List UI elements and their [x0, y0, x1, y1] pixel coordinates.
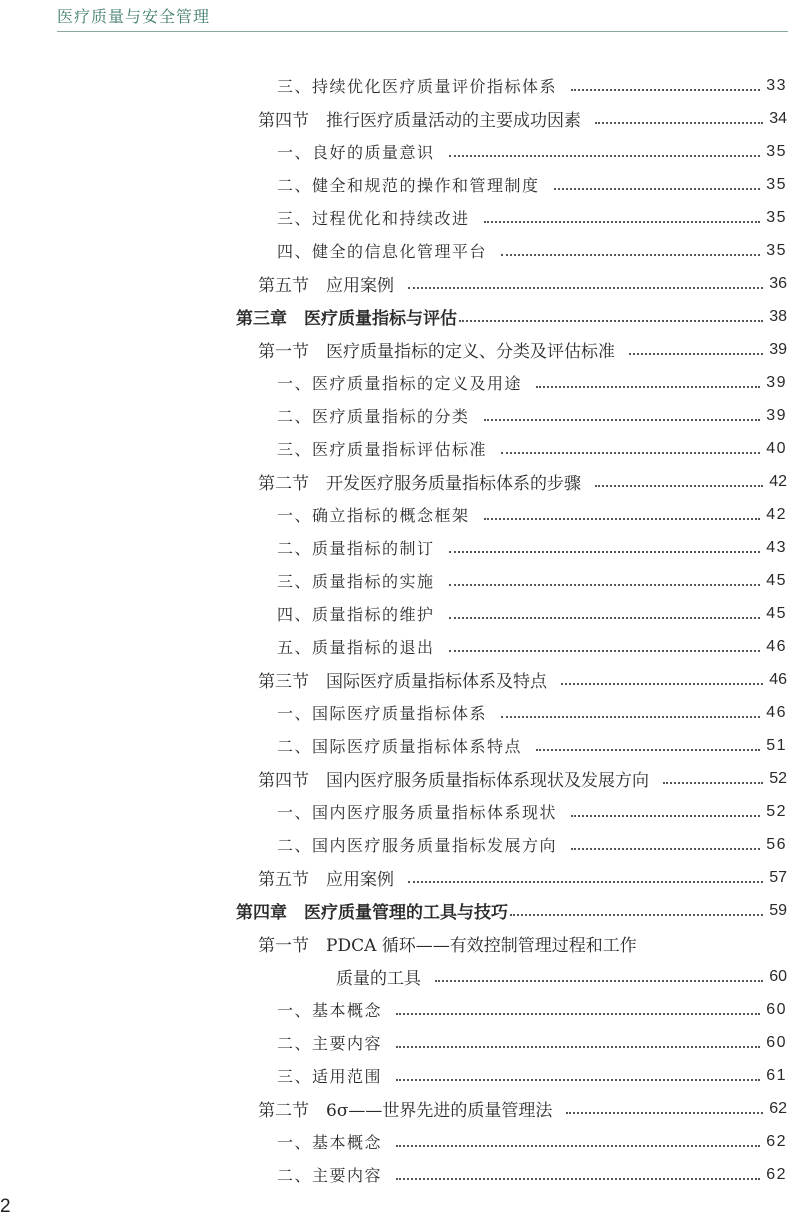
dot-leader [501, 716, 760, 718]
dot-leader [449, 650, 761, 652]
toc-entry-title: 质量的工具 [336, 969, 421, 989]
toc-entry-title: 二、主要内容 [277, 1034, 383, 1053]
dot-leader [595, 485, 763, 487]
toc-entry-item[interactable] [0, 828, 787, 861]
toc-entry-title: 一、国内医疗服务质量指标体系现状 [277, 803, 558, 822]
toc-entry-section[interactable] [0, 861, 787, 894]
toc-entry-title: 二、国际医疗质量指标体系特点 [277, 737, 523, 756]
dot-leader [484, 518, 761, 520]
toc-entry-title: 第一节 医疗质量指标的定义、分类及评估标准 [258, 342, 615, 362]
dot-leader [536, 749, 760, 751]
toc-entry-title: 一、良好的质量意识 [277, 143, 435, 162]
toc-entry-item[interactable] [0, 1125, 787, 1158]
toc-entry-section[interactable] [0, 333, 787, 366]
toc-entry-item[interactable] [0, 696, 787, 729]
toc-entry-page: 35 [766, 175, 787, 193]
toc-entry-title: 三、质量指标的实施 [277, 572, 435, 591]
toc-entry-title: 第一节 PDCA 循环——有效控制管理过程和工作 [258, 936, 637, 956]
toc-entry-title: 五、质量指标的退出 [277, 638, 435, 657]
toc-entry-section[interactable] [0, 267, 787, 300]
header-rule [57, 31, 788, 32]
toc-entry-title: 第三节 国际医疗质量指标体系及特点 [258, 672, 547, 692]
toc-entry-title: 一、基本概念 [277, 1001, 383, 1020]
toc-entry-item[interactable] [0, 1026, 787, 1059]
dot-leader [396, 1178, 760, 1180]
toc-entry-page: 52 [769, 769, 787, 787]
dot-leader [396, 1013, 760, 1015]
toc-entry-title: 三、持续优化医疗质量评价指标体系 [277, 77, 558, 96]
dot-leader [595, 122, 763, 124]
dot-leader [571, 815, 760, 817]
toc-entry-item[interactable] [0, 597, 787, 630]
toc-entry-page: 45 [766, 571, 787, 589]
dot-leader [566, 1112, 763, 1114]
toc-entry-title: 第二节 6σ——世界先进的质量管理法 [258, 1101, 553, 1121]
dot-leader [484, 221, 761, 223]
dot-leader [554, 188, 761, 190]
toc-entry-page: 33 [766, 76, 787, 94]
toc-entry-page: 39 [766, 373, 787, 391]
toc-entry-page: 42 [766, 505, 787, 523]
dot-leader [449, 551, 761, 553]
toc-entry-title: 第二节 开发医疗服务质量指标体系的步骤 [258, 474, 581, 494]
dot-leader [396, 1145, 760, 1147]
dot-leader [663, 782, 763, 784]
toc-entry-section[interactable] [0, 927, 787, 960]
toc-entry-page: 61 [766, 1066, 787, 1084]
toc-entry-item[interactable] [0, 993, 787, 1026]
toc-entry-page: 38 [769, 307, 787, 325]
toc-entry-item[interactable] [0, 1059, 787, 1092]
toc-entry-section[interactable] [0, 1092, 787, 1125]
toc-entry-item[interactable] [0, 399, 787, 432]
page-number: 2 [0, 1196, 11, 1217]
toc-entry-title: 四、质量指标的维护 [277, 605, 435, 624]
toc-entry-page: 60 [769, 967, 787, 985]
toc-entry-page: 62 [766, 1132, 787, 1150]
toc-entry-page: 51 [766, 736, 787, 754]
toc-entry-page: 40 [766, 439, 787, 457]
toc-entry-page: 57 [769, 868, 787, 886]
toc-entry-chapter[interactable] [0, 300, 787, 333]
dot-leader [501, 452, 760, 454]
toc-entry-title: 二、医疗质量指标的分类 [277, 407, 470, 426]
dot-leader [510, 914, 763, 916]
toc-entry-page: 35 [766, 241, 787, 259]
table-of-contents [0, 69, 800, 1191]
toc-entry-page: 62 [769, 1099, 787, 1117]
toc-entry-page: 59 [769, 901, 787, 919]
dot-leader [449, 584, 761, 586]
dot-leader [435, 980, 763, 982]
toc-entry-item[interactable] [0, 795, 787, 828]
toc-entry-title: 第三章 医疗质量指标与评估 [236, 309, 457, 329]
toc-entry-section[interactable] [0, 762, 787, 795]
toc-entry-item[interactable] [0, 432, 787, 465]
toc-entry-title: 一、确立指标的概念框架 [277, 506, 470, 525]
toc-entry-continued[interactable] [0, 960, 787, 993]
toc-entry-section[interactable] [0, 663, 787, 696]
dot-leader [484, 419, 761, 421]
toc-entry-title: 二、质量指标的制订 [277, 539, 435, 558]
toc-entry-page: 60 [766, 1033, 787, 1051]
toc-entry-item[interactable] [0, 630, 787, 663]
toc-entry-title: 一、基本概念 [277, 1133, 383, 1152]
toc-entry-title: 三、医疗质量指标评估标准 [277, 440, 488, 459]
toc-entry-title: 第五节 应用案例 [258, 870, 394, 890]
toc-entry-title: 二、主要内容 [277, 1166, 383, 1185]
dot-leader [536, 386, 760, 388]
toc-entry-item[interactable] [0, 1158, 787, 1191]
toc-entry-page: 39 [769, 340, 787, 358]
toc-entry-item[interactable] [0, 135, 787, 168]
toc-entry-page: 42 [769, 472, 787, 490]
toc-entry-title: 一、医疗质量指标的定义及用途 [277, 374, 523, 393]
toc-entry-page: 34 [769, 109, 787, 127]
toc-entry-item[interactable] [0, 201, 787, 234]
toc-entry-title: 三、过程优化和持续改进 [277, 209, 470, 228]
dot-leader [459, 320, 763, 322]
dot-leader [561, 683, 763, 685]
toc-entry-page: 35 [766, 208, 787, 226]
toc-entry-item[interactable] [0, 234, 787, 267]
toc-entry-title: 第四节 国内医疗服务质量指标体系现状及发展方向 [258, 771, 649, 791]
toc-entry-title: 一、国际医疗质量指标体系 [277, 704, 488, 723]
dot-leader [408, 287, 763, 289]
dot-leader [501, 254, 760, 256]
toc-entry-page: 62 [766, 1165, 787, 1183]
toc-entry-title: 第四节 推行医疗质量活动的主要成功因素 [258, 111, 581, 131]
toc-entry-title: 四、健全的信息化管理平台 [277, 242, 488, 261]
toc-entry-title: 二、健全和规范的操作和管理制度 [277, 176, 540, 195]
toc-entry-page: 35 [766, 142, 787, 160]
toc-entry-title: 第五节 应用案例 [258, 276, 394, 296]
toc-entry-page: 36 [769, 274, 787, 292]
toc-entry-section[interactable] [0, 465, 787, 498]
toc-entry-page: 46 [769, 670, 787, 688]
toc-entry-page: 52 [766, 802, 787, 820]
toc-entry-page: 56 [766, 835, 787, 853]
toc-entry-item[interactable] [0, 729, 787, 762]
toc-entry-item[interactable] [0, 564, 787, 597]
toc-entry-page: 46 [766, 703, 787, 721]
dot-leader [571, 89, 760, 91]
dot-leader [449, 617, 761, 619]
toc-entry-section[interactable] [0, 102, 787, 135]
dot-leader [396, 1079, 760, 1081]
toc-entry-page: 46 [766, 637, 787, 655]
toc-entry-chapter[interactable] [0, 894, 787, 927]
dot-leader [629, 353, 763, 355]
toc-entry-page: 45 [766, 604, 787, 622]
toc-entry-item[interactable] [0, 366, 787, 399]
toc-entry-page: 60 [766, 1000, 787, 1018]
toc-entry-page: 43 [766, 538, 787, 556]
dot-leader [408, 881, 763, 883]
toc-entry-page: 39 [766, 406, 787, 424]
dot-leader [449, 155, 761, 157]
dot-leader [396, 1046, 760, 1048]
running-header: 医疗质量与安全管理 [57, 7, 211, 26]
toc-entry-item[interactable] [0, 69, 787, 102]
toc-entry-title: 第四章 医疗质量管理的工具与技巧 [236, 903, 508, 923]
dot-leader [571, 848, 760, 850]
toc-entry-item[interactable] [0, 531, 787, 564]
toc-entry-title: 二、国内医疗服务质量指标发展方向 [277, 836, 558, 855]
toc-entry-title: 三、适用范围 [277, 1067, 383, 1086]
toc-entry-item[interactable] [0, 168, 787, 201]
toc-entry-item[interactable] [0, 498, 787, 531]
